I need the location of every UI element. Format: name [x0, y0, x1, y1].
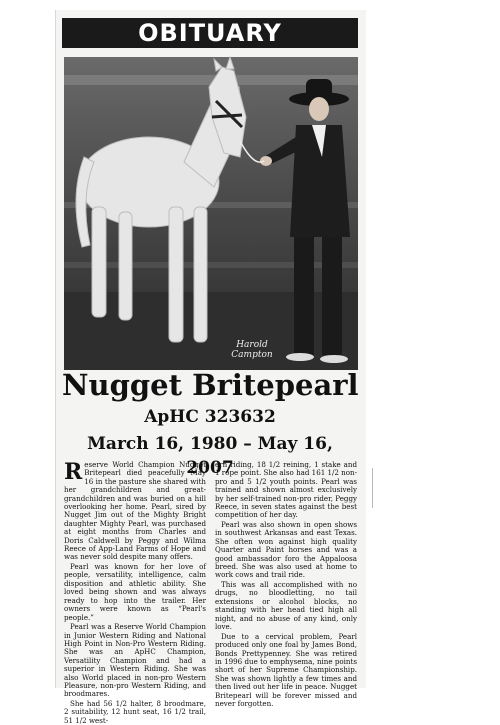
article-column-2 — [215, 460, 357, 708]
article-paragraph: Pearl was known for her love of people, versatility, intelligence, calm disposition and athletic ability. She loved being shown and was always ready to hop into the trailer. Her owners were known as “Pearl's people.” — [64, 562, 206, 622]
clipping-edge-mark — [372, 468, 373, 508]
registration-number: ApHC 323632 — [144, 407, 276, 427]
photo-credit — [222, 340, 282, 360]
horse-and-handler-illustration — [64, 57, 358, 370]
paragraph-text: eserve World Champion Nugget Britepearl died peacefully May 16 in the pasture she shared with her grandchildren and great-grandchildren and was buried on a hill overlooking her home. Pearl, sired by Nugget Jim out of the Mighty Bright daughter Mighty Pearl, was purchased at eight months from Charles and Doris Caldwell by Peggy and Wilma Reece of App-Land Farms of Hope and was never sold despite many offers. — [64, 460, 206, 562]
article-paragraph: Pearl was a Reserve World Champion in Junior Western Riding and National High Point in Non-Pro Western Riding. She was an ApHC Champion, Versatility Champion and had a superior in Western Riding. She was also World placed in non-pro Western Pleasure, non-pro Western Riding, and broodmares. — [64, 622, 206, 699]
article-paragraph: This was all accomplished with no drugs, no bloodletting, no tail extensions or alcohol blocks, no standing with her head tied high all night, and no abuse of any kind, only love. — [215, 580, 357, 632]
section-banner: OBITUARY — [62, 18, 358, 48]
article-paragraph — [64, 461, 206, 562]
article-paragraph: Pearl was also shown in open shows in southwest Arkansas and east Texas. She often won against high quality Quarter and Paint horses and was a good ambassador foro the Appaloosa breed. She was also used at home to work cows and trail ride. — [215, 520, 357, 580]
photo-credit-line-1: Harold — [236, 340, 268, 350]
drop-cap: R — [64, 459, 83, 485]
article-paragraph: She had 56 1/2 halter, 8 broodmare, 2 suitability, 12 hunt seat, 16 1/2 trail, 51 1/2 west- — [64, 698, 206, 725]
horse-photo — [64, 57, 358, 370]
life-dates: March 16, 1980 – May 16, 2007 — [87, 434, 333, 478]
article-paragraph: Due to a cervical problem, Pearl produced only one foal by James Bond, Bonds Prettypenney. She was retired in 1996 due to emphysema, nine points short of her Supreme Championship. She was shown lightly a few times and then lived out her life in peace. Nugget Britepearl will be forever missed and never forgotten. — [215, 631, 357, 708]
article-paragraph: ern riding, 18 1/2 reining, 1 stake and 1 rope point. She also had 161 1/2 non-pro and 5 1/2 youth points. Pearl was trained and shown almost exclusively by her self-trained non-pro rider, Peggy Reece, in seven states against the best competition of her day. — [215, 460, 357, 520]
photo-credit-line-2: Campton — [231, 350, 273, 360]
article-column-1 — [64, 459, 206, 725]
horse-name-headline: Nugget Britepearl — [62, 368, 359, 402]
